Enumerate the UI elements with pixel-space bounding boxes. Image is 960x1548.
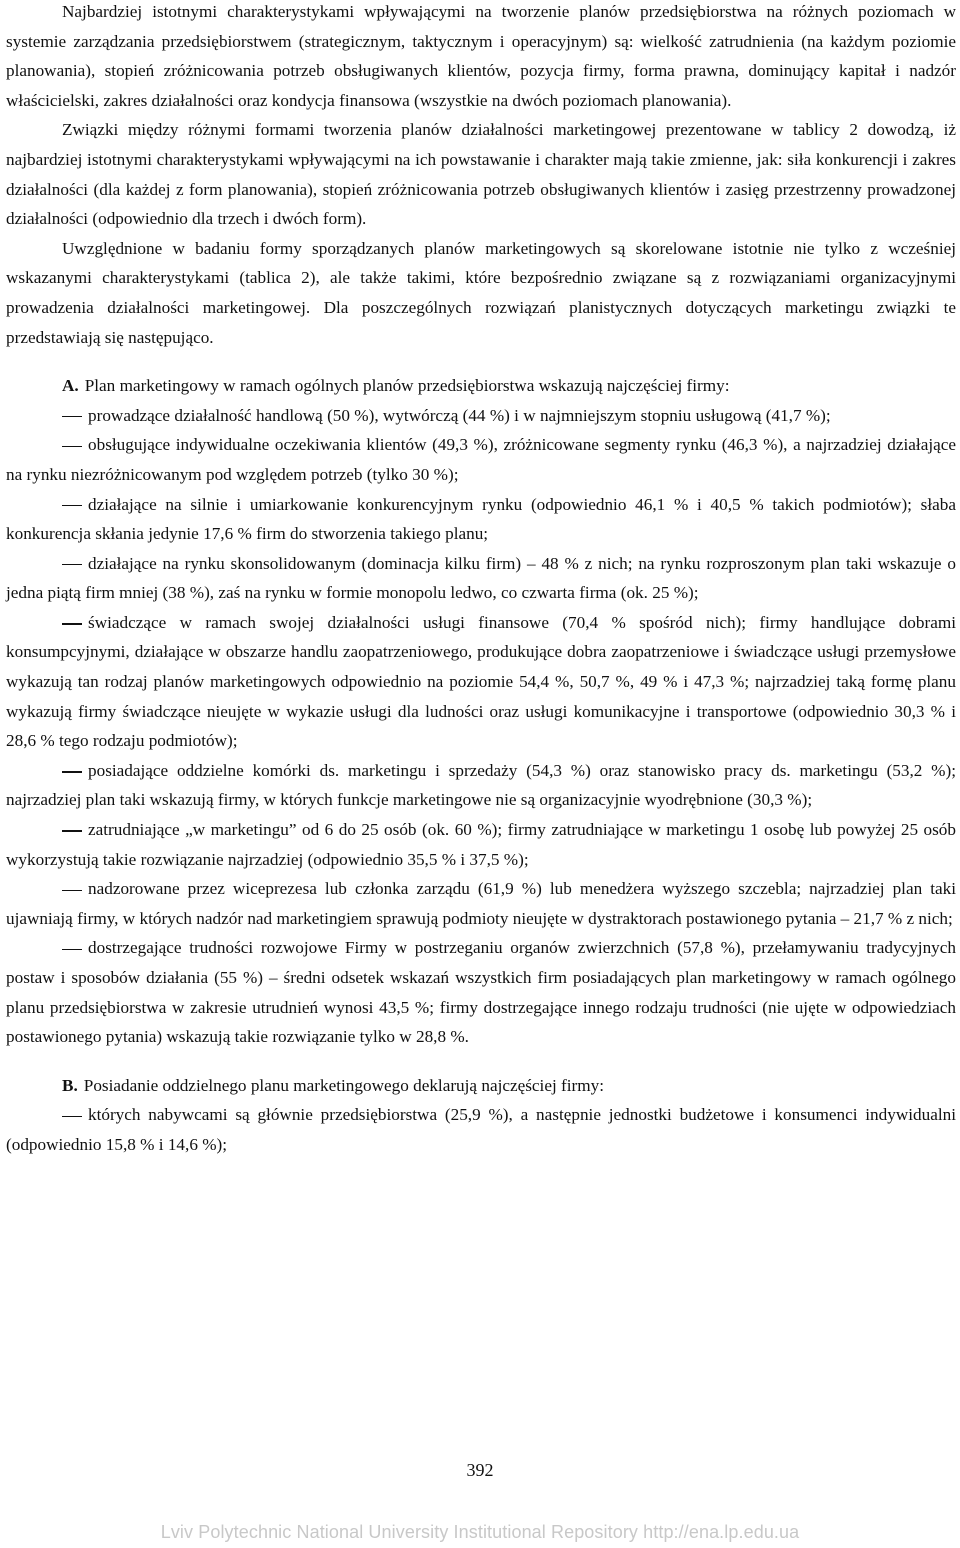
repository-watermark: Lviv Polytechnic National University Institutional Repository http://ena.lp.edu.ua (160, 1522, 800, 1542)
section-b-letter: B. (62, 1075, 78, 1095)
dash-icon (6, 401, 88, 431)
section-b-heading-text: Posiadanie oddzielnego planu marketingowego deklarują najczęściej firmy: (83, 1075, 604, 1095)
list-item-text: nadzorowane przez wiceprezesa lub członka zarządu (61,9 %) lub menedżera wyższego szczebla; najrzadziej plan taki ujawniają firmy, w których nadzór nad marketingiem sprawują podmioty nieujęte w dystraktorach postawionego pytania – 21,7 % z nich; (6, 879, 956, 928)
section-a-heading-text: Plan marketingowy w ramach ogólnych planów przedsiębiorstwa wskazują najczęściej firmy: (84, 376, 730, 396)
section-a-heading (6, 371, 956, 401)
list-item-text: posiadające oddzielne komórki ds. marketingu i sprzedaży (54,3 %) oraz stanowisko pracy ds. marketingu (53,2 %); najrzadziej plan taki wskazują firmy, w których funkcje marketingowe nie są organizacyjnie wyodrębnione (30,3 %); (6, 760, 956, 810)
dash-icon (6, 933, 88, 963)
dash-icon (6, 490, 88, 520)
list-item-text: dostrzegające trudności rozwojowe Firmy w postrzeganiu organów zwierzchnich (57,8 %), przełamywaniu tradycyjnych postaw i sposobów działania (55 %) – średni odsetek wskazań wszystkich firm posiadających plan marketingowy w ramach ogólnego planu przedsiębiorstwa w zakresie utrudnień wynosi 43,5 %; firmy dostrzegające innego rodzaju trudności (nie ujęte w odpowiedziach postawionego pytania) wskazują takie rozwiązanie tylko w 28,8 %. (6, 938, 956, 1047)
list-item (6, 430, 956, 489)
list-item (6, 490, 956, 549)
list-item-text: których nabywcami są głównie przedsiębiorstwa (25,9 %), a następnie jednostki budżetowe i konsumenci indywidualni (odpowiednio 15,8 % i 14,6 %); (6, 1105, 956, 1154)
list-item-text: prowadzące działalność handlową (50 %), wytwórczą (44 %) i w najmniejszym stopniu usługową (41,7 %); (88, 405, 831, 425)
paragraph-3: Uwzględnione w badaniu formy sporządzanych planów marketingowych są skorelowane istotnie nie tylko z wcześniej wskazanymi charakterystykami (tablica 2), ale także takimi, które bezpośrednio związane są z rozwiązaniami organizacyjnymi prowadzenia działalności marketingowej. Dla poszczególnych rozwiązań planistycznych dotyczących marketingu związki te przedstawiają się następująco. (6, 238, 956, 347)
list-item-text: działające na rynku skonsolidowanym (dominacja kilku firm) – 48 % z nich; na rynku rozproszonym plan taki wskazuje o jedna piątą firm mniej (38 %), zaś na rynku w formie monopolu ledwo, co czwarta firma (ok. 25 %); (6, 553, 956, 603)
list-item (6, 874, 956, 933)
document-page (6, 0, 956, 1160)
section-b-heading (6, 1071, 956, 1101)
list-item (6, 815, 956, 874)
dash-icon (6, 430, 88, 460)
list-item (6, 756, 956, 815)
list-item-text: obsługujące indywidualne oczekiwania klientów (49,3 %), zróżnicowane segmenty rynku (46,3 %), a najrzadziej działające na rynku niezróżnicowanym pod względem potrzeb (tylko 30 %); (6, 435, 956, 484)
list-item (6, 401, 956, 431)
paragraph-2: Związki między różnymi formami tworzenia planów działalności marketingowej prezentowane w tablicy 2 dowodzą, iż najbardziej istotnymi charakterystykami wpływającymi na ich powstawanie i charakter mają takie zmienne, jak: siła konkurencji i zakres działalności (dla każdej z form planowania), stopień zróżnicowania potrzeb obsługiwanych klientów i zasięg przestrzenny prowadzonej działalności (odpowiednio dla trzech i dwóch form). (6, 120, 956, 229)
dash-icon (6, 608, 88, 638)
dash-icon (6, 756, 88, 786)
dash-icon (6, 815, 88, 845)
list-item-text: działające na silnie i umiarkowanie konkurencyjnym rynku (odpowiednio 46,1 % i 40,5 % takich podmiotów); słaba konkurencja skłania jedynie 17,6 % firm do stworzenia takiego planu; (6, 494, 956, 544)
dash-icon (6, 874, 88, 904)
list-item-text: świadczące w ramach swojej działalności usługi finansowe (70,4 % spośród nich); firmy handlujące dobrami konsumpcyjnymi, działające w obszarze handlu zaopatrzeniowego, produkujące dobra zaopatrzeniowe i świadczące usługi przemysłowe wykazują tan rodzaj planów marketingowych odpowiednio na poziomie 54,4 %, 50,7 %, 49 % i 47,3 %; najrzadziej taką formę planu wykazują firmy świadczące nieujęte w wykazie usługi dla ludności oraz usługi komunikacyjne i transportowe (odpowiednio 30,3 % i 28,6 % tego rodzaju podmiotów); (6, 612, 956, 751)
dash-icon (6, 549, 88, 579)
list-item (6, 933, 956, 1051)
dash-icon (6, 1100, 88, 1130)
page-number: 392 (466, 1460, 494, 1480)
list-item (6, 549, 956, 608)
section-a-letter: A. (62, 376, 79, 396)
list-item (6, 608, 956, 756)
list-item-text: zatrudniające „w marketingu” od 6 do 25 osób (ok. 60 %); firmy zatrudniające w marketingu 1 osobę lub powyżej 25 osób wykorzystują takie rozwiązanie najrzadziej (odpowiednio 35,5 % i 37,5 %); (6, 820, 956, 869)
list-item (6, 1100, 956, 1159)
paragraph-1: Najbardziej istotnymi charakterystykami wpływającymi na tworzenie planów przedsiębiorstwa na różnych poziomach w systemie zarządzania przedsiębiorstwem (strategicznym, taktycznym i operacyjnym) są: wielkość zatrudnienia (na każdym poziomie planowania), stopień zróżnicowania potrzeb obsługiwanych klientów, pozycja firmy, forma prawna, dominujący kapitał i nadzór właścicielski, zakres działalności oraz kondycja finansowa (wszystkie na dwóch poziomach planowania). (6, 2, 956, 110)
